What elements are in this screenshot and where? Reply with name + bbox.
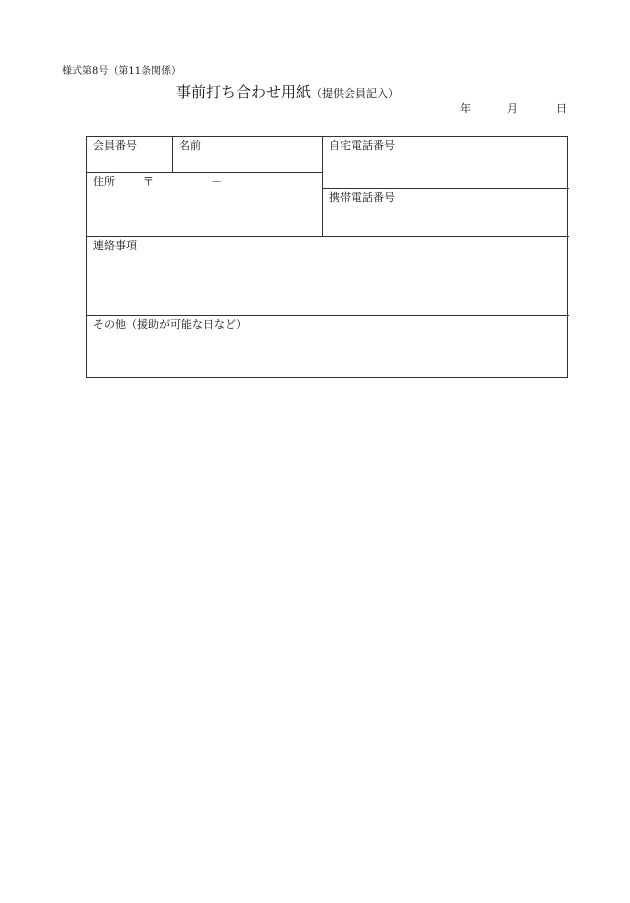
member-number-label: 会員番号	[93, 139, 137, 152]
date-year-label: 年	[460, 102, 471, 115]
other-field[interactable]	[87, 316, 569, 378]
other-label: その他（援助が可能な日など）	[93, 318, 247, 331]
title-sub: （提供会員記入）	[311, 87, 400, 100]
postal-mark-icon: 〒	[143, 175, 154, 188]
mobile-phone-field[interactable]	[323, 189, 569, 237]
address-field[interactable]	[87, 173, 323, 237]
form-code: 様式第8号（第11条関係）	[62, 66, 182, 77]
member-number-field[interactable]	[87, 137, 173, 173]
date-day-label: 日	[556, 102, 567, 115]
name-field[interactable]	[173, 137, 323, 173]
home-phone-label: 自宅電話番号	[329, 139, 395, 152]
title-main: 事前打ち合わせ用紙	[176, 83, 312, 101]
contact-items-label: 連絡事項	[93, 239, 137, 252]
mobile-phone-label: 携帯電話番号	[329, 191, 395, 204]
name-label: 名前	[179, 139, 201, 152]
contact-items-field[interactable]	[87, 237, 569, 316]
home-phone-field[interactable]	[323, 137, 569, 189]
address-label: 住所	[93, 175, 115, 188]
form-table	[86, 136, 568, 378]
date-month-label: 月	[507, 102, 518, 115]
page-title	[176, 82, 399, 103]
postal-code-dash: －	[211, 175, 222, 188]
